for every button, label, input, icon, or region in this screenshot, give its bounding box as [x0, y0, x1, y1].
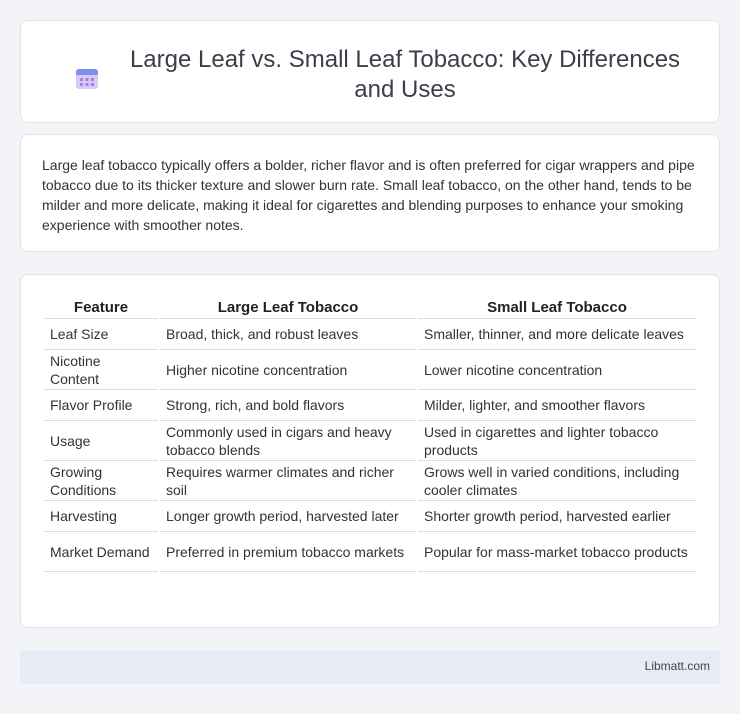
table-row	[44, 390, 696, 421]
feature-cell: Usage	[44, 421, 158, 461]
small-leaf-cell: Milder, lighter, and smoother flavors	[418, 390, 696, 421]
title-card	[20, 20, 720, 123]
footer-bar	[20, 650, 720, 684]
table-header-row	[44, 295, 696, 319]
feature-cell: Flavor Profile	[44, 390, 158, 421]
comparison-table	[42, 295, 698, 572]
comparison-table-card	[20, 274, 720, 628]
header-large-leaf: Large Leaf Tobacco	[160, 295, 416, 319]
large-leaf-cell: Longer growth period, harvested later	[160, 501, 416, 532]
small-leaf-cell: Lower nicotine concentration	[418, 350, 696, 390]
header-feature: Feature	[44, 295, 158, 319]
small-leaf-cell: Used in cigarettes and lighter tobacco products	[418, 421, 696, 461]
large-leaf-cell: Strong, rich, and bold flavors	[160, 390, 416, 421]
feature-cell: Harvesting	[44, 501, 158, 532]
large-leaf-cell: Preferred in premium tobacco markets	[160, 532, 416, 572]
footer-brand[interactable]: Libmatt.com	[644, 659, 710, 673]
table-row	[44, 461, 696, 501]
table-row	[44, 421, 696, 461]
small-leaf-cell: Grows well in varied conditions, including cooler climates	[418, 461, 696, 501]
intro-paragraph: Large leaf tobacco typically offers a bolder, richer flavor and is often preferred for cigar wrappers and pipe tobacco due to its thicker texture and slower burn rate. Small leaf tobacco, on the other hand, tends to be milder and more delicate, making it ideal for cigarettes and blending purposes to enhance your smoking experience with smoother notes.	[42, 157, 695, 233]
small-leaf-cell: Smaller, thinner, and more delicate leaves	[418, 319, 696, 350]
table-row	[44, 501, 696, 532]
small-leaf-cell: Popular for mass-market tobacco products	[418, 532, 696, 572]
page-title: Large Leaf vs. Small Leaf Tobacco: Key Differences and Uses	[129, 46, 681, 103]
large-leaf-cell: Requires warmer climates and richer soil	[160, 461, 416, 501]
table-row	[44, 532, 696, 572]
table-row	[44, 319, 696, 350]
large-leaf-cell: Broad, thick, and robust leaves	[160, 319, 416, 350]
large-leaf-cell: Commonly used in cigars and heavy tobacco blends	[160, 421, 416, 461]
intro-card	[20, 134, 720, 252]
table-row	[44, 350, 696, 390]
feature-cell: Nicotine Content	[44, 350, 158, 390]
header-small-leaf: Small Leaf Tobacco	[418, 295, 696, 319]
large-leaf-cell: Higher nicotine concentration	[160, 350, 416, 390]
feature-cell: Market Demand	[44, 532, 158, 572]
small-leaf-cell: Shorter growth period, harvested earlier	[418, 501, 696, 532]
calendar-icon	[75, 67, 99, 91]
feature-cell: Growing Conditions	[44, 461, 158, 501]
feature-cell: Leaf Size	[44, 319, 158, 350]
